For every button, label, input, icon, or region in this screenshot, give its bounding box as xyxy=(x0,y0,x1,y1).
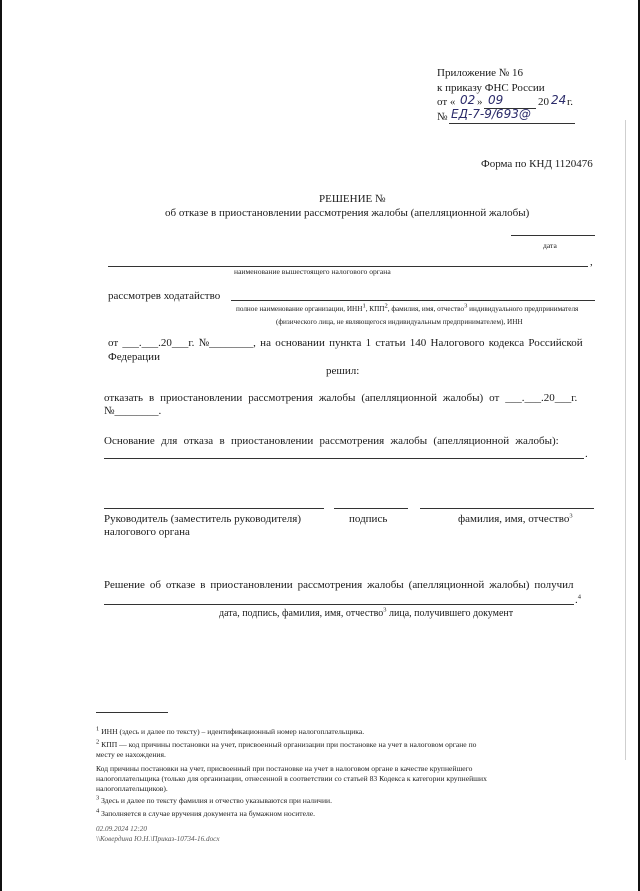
file-stamp-line2: \\Ковердина Ю.Н.\Приказ-10734-16.docx xyxy=(96,835,220,843)
sign-line xyxy=(334,508,408,509)
title-line2: об отказе в приостановлении рассмотрения жалобы (апелляционной жалобы) xyxy=(165,207,530,219)
footnote-separator xyxy=(96,712,168,713)
authority-comma: , xyxy=(590,256,593,268)
head-line xyxy=(104,508,324,509)
appendix-number-prefix: № xyxy=(437,111,448,123)
file-stamp-line1: 02.09.2024 12:20 xyxy=(96,825,147,833)
refuse-line2: №________. xyxy=(104,405,162,417)
head-title-line1: Руководитель (заместитель руководителя) xyxy=(104,513,301,525)
footnote-2c: Код причины постановки на учет, присвоенный при постановке на учет в налоговом органе в качестве крупнейшего xyxy=(96,764,473,773)
petition-caption-2: (физического лица, не являющегося индивидуальным предпринимателем), ИНН xyxy=(276,318,523,326)
petition-line xyxy=(231,300,595,301)
footnote-1: 1 ИНН (здесь и далее по тексту) – идентификационный номер налогоплательщика. xyxy=(96,725,365,736)
head-title-line2: налогового органа xyxy=(104,526,190,538)
basis-line2: Федерации xyxy=(108,351,160,363)
fio-label: фамилия, имя, отчество$^3$ xyxy=(458,512,573,525)
received-caption: дата, подпись, фамилия, имя, отчество$^3$ лица, получившего документ xyxy=(219,606,514,619)
refuse-line1: отказать в приостановлении рассмотрения жалобы (апелляционной жалобы) от ___.___.20___г. xyxy=(104,392,578,404)
appendix-date-suffix: г. xyxy=(567,96,574,108)
sign-label: подпись xyxy=(349,513,388,525)
appendix-date-mid: » xyxy=(477,96,483,108)
reason-line xyxy=(104,458,584,459)
decided-label: решил: xyxy=(326,365,360,377)
form-code: Форма по КНД 1120476 xyxy=(481,158,593,170)
appendix-date-year: 24 xyxy=(551,93,567,107)
scan-edge-left xyxy=(0,0,2,891)
number-underline xyxy=(449,123,575,124)
authority-caption: наименование вышестоящего налогового органа xyxy=(234,267,391,276)
footnote-3: 3 Здесь и далее по тексту фамилия и отчество указываются при наличии. xyxy=(96,794,332,805)
footnote-2d: налогоплательщика (только для организации, отнесенной в соответствии со статьей 83 Кодекса к категории крупнейших xyxy=(96,774,487,783)
fio-line xyxy=(420,508,594,509)
reason-label: Основание для отказа в приостановлении рассмотрения жалобы (апелляционной жалобы): xyxy=(104,435,559,447)
appendix-date-day: 02 xyxy=(460,93,476,107)
received-end: .$^4$ xyxy=(575,593,581,606)
basis-line1: от ___.___.20___г. №________, на основании пункта 1 статьи 140 Налогового кодекса Российской xyxy=(108,337,583,349)
title-line1: РЕШЕНИЕ № xyxy=(319,193,386,205)
appendix-line1: Приложение № 16 xyxy=(437,67,524,79)
appendix-number-value: ЕД-7-9/693@ xyxy=(451,107,531,121)
petition-caption-1: полное наименование организации, ИНН1, КПП2, фамилия, имя, отчество3 индивидуального предпринимателя xyxy=(236,302,579,313)
appendix-date-prefix: от « xyxy=(437,96,456,108)
appendix-date-year-prefix: 20 xyxy=(538,96,549,108)
appendix-date-month: 09 xyxy=(488,93,504,107)
received-underline xyxy=(104,604,574,605)
footnote-4: 4 Заполняется в случае вручения документа на бумажном носителе. xyxy=(96,807,316,818)
footnote-2b: месту ее нахождения. xyxy=(96,750,166,759)
received-line: Решение об отказе в приостановлении рассмотрения жалобы (апелляционной жалобы) получил xyxy=(104,579,574,591)
reason-end: . xyxy=(585,448,588,460)
footnote-2e: налогоплательщиков). xyxy=(96,784,168,793)
date-label: дата xyxy=(543,241,557,250)
date-line xyxy=(511,235,595,236)
petition-label: рассмотрев ходатайство xyxy=(108,290,221,302)
scan-artifact xyxy=(625,120,626,760)
footnote-2a: 2 КПП — код причины постановки на учет, присвоенный организации при постановке на учет в налоговом органе по xyxy=(96,738,477,749)
appendix-line2: к приказу ФНС России xyxy=(437,82,545,94)
